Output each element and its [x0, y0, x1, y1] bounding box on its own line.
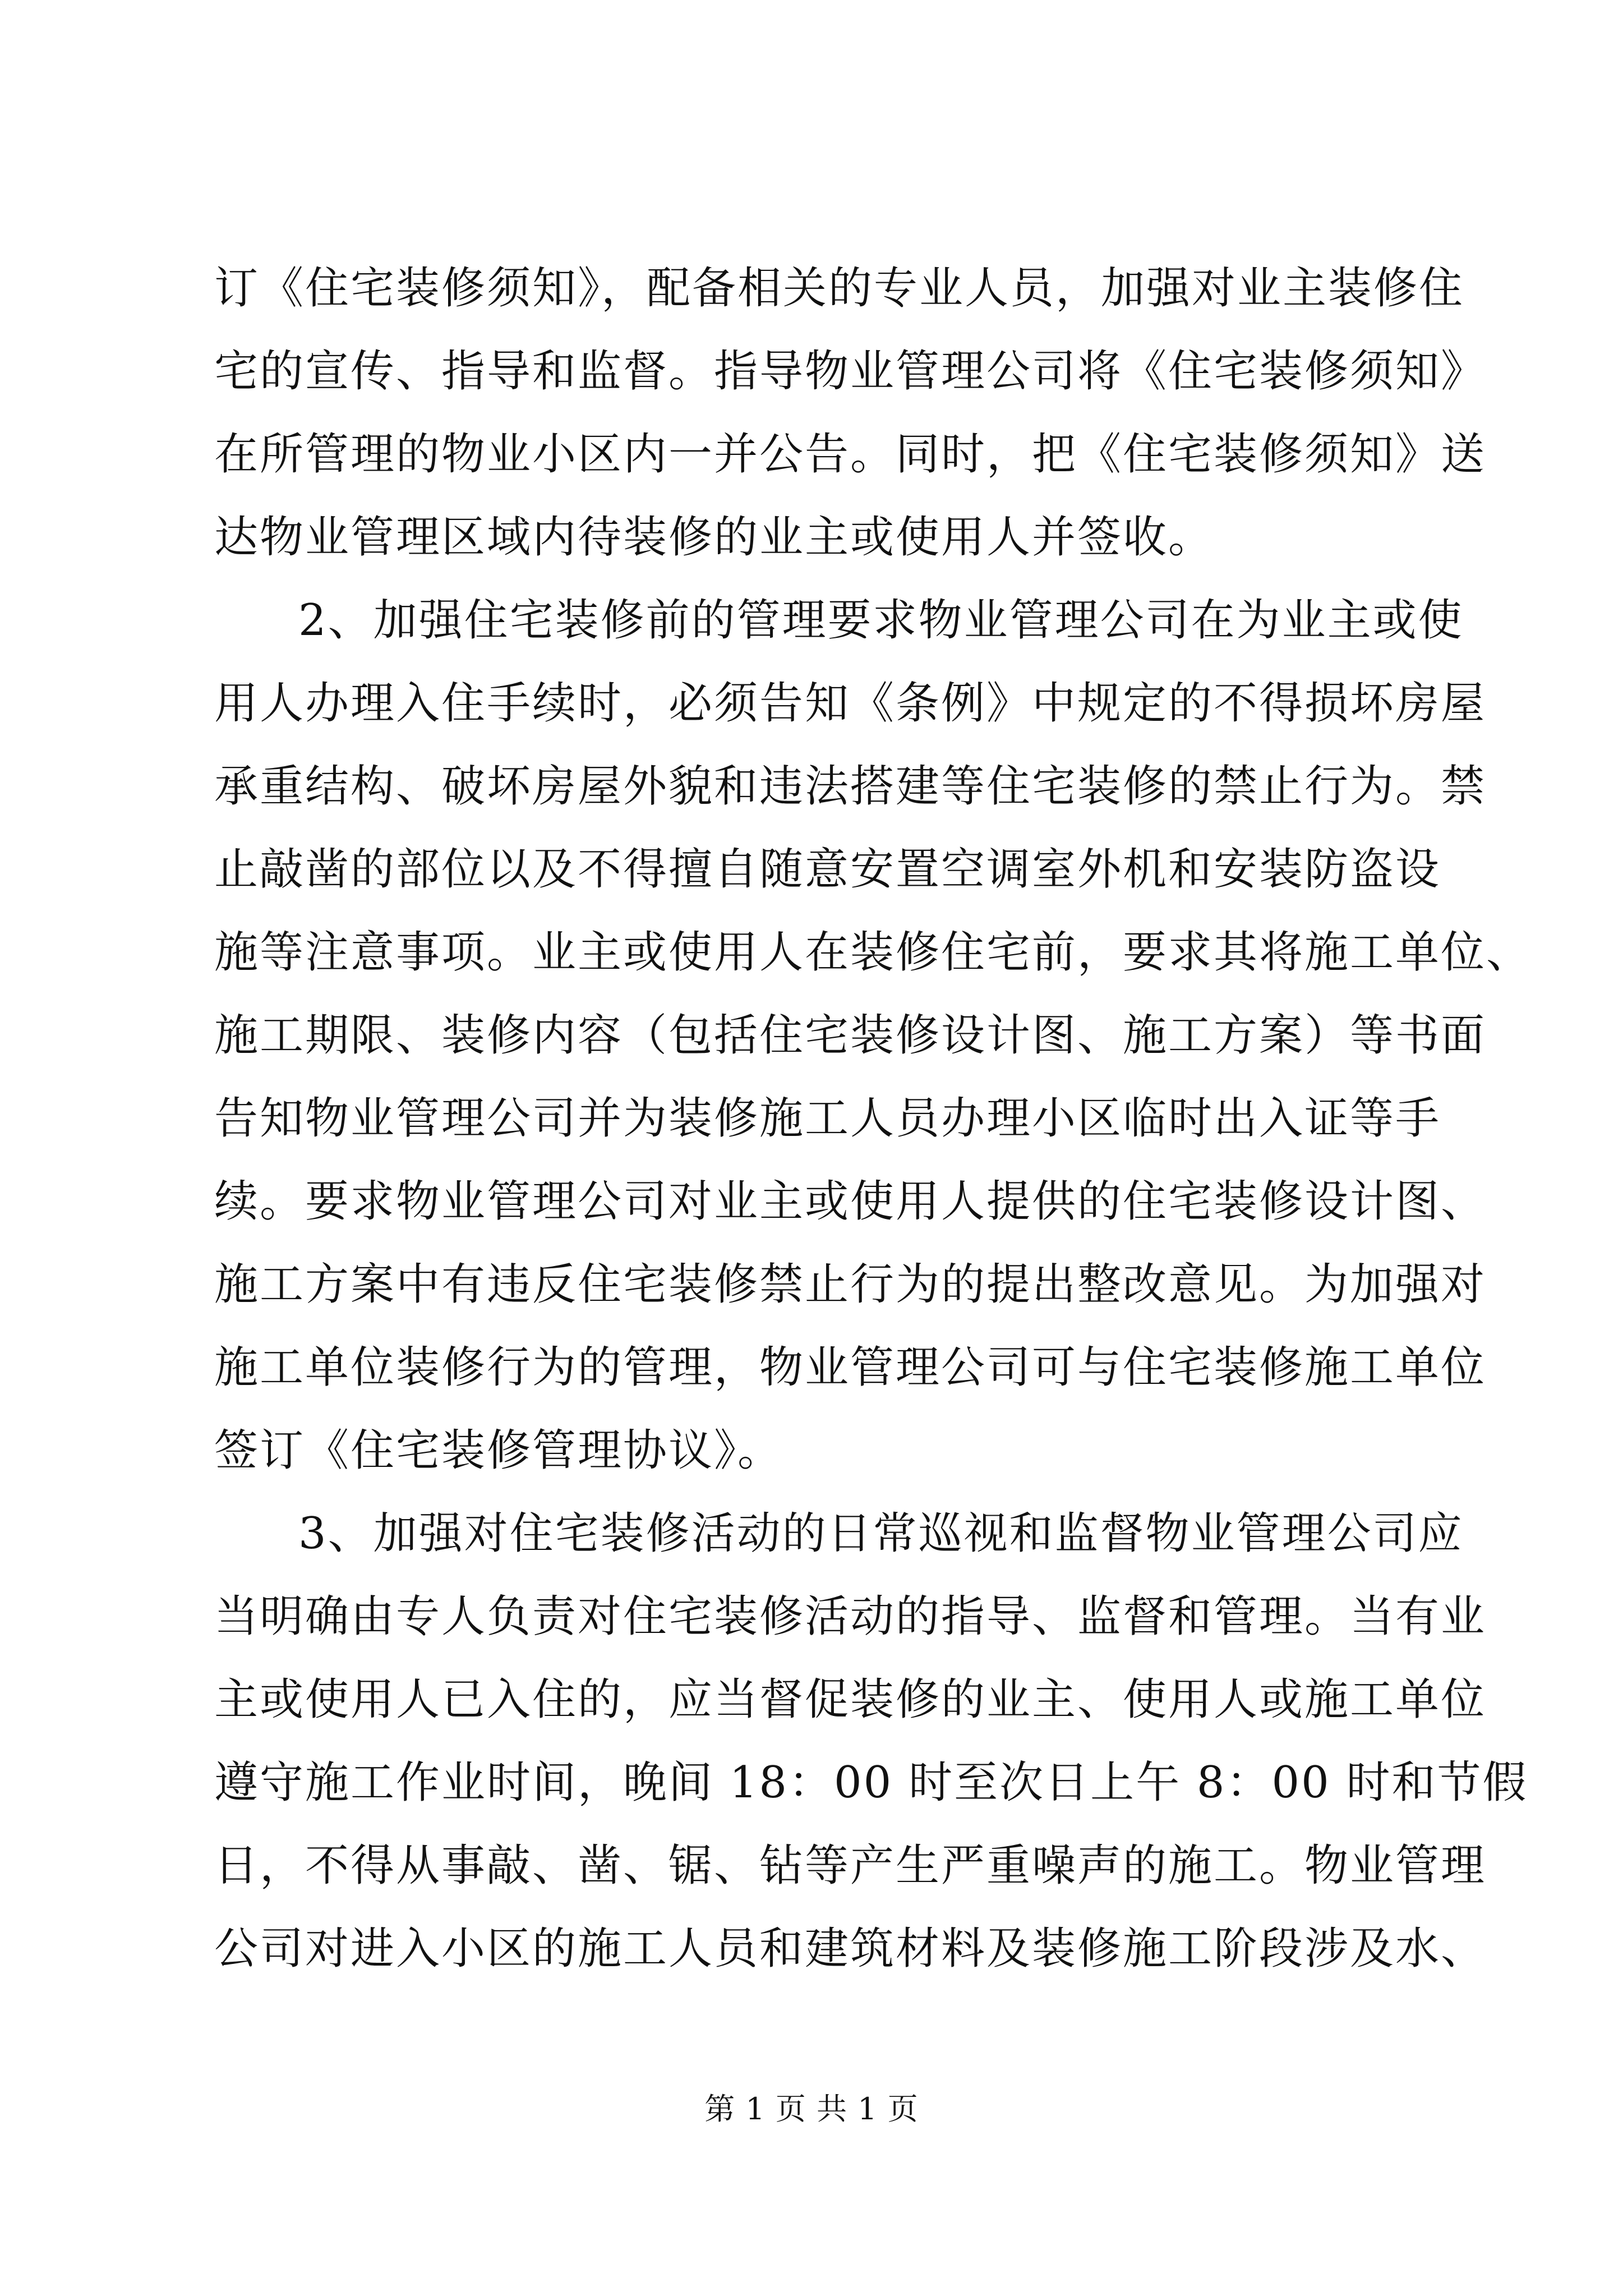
text-line: 宅的宣传、指导和监督。指导物业管理公司将《住宅装修须知》 [214, 346, 1487, 397]
text-line: 承重结构、破坏房屋外貌和违法搭建等住宅装修的禁止行为。禁 [214, 761, 1487, 812]
text-line: 订《住宅装修须知》，配备相关的专业人员，加强对业主装修住 [214, 263, 1465, 314]
text-line: 施工方案中有违反住宅装修禁止行为的提出整改意见。为加强对 [214, 1259, 1487, 1310]
text-line: 施工单位装修行为的管理，物业管理公司可与住宅装修施工单位 [214, 1342, 1487, 1393]
text-line: 公司对进入小区的施工人员和建筑材料及装修施工阶段涉及水、 [214, 1924, 1487, 1974]
text-line: 达物业管理区域内待装修的业主或使用人并签收。 [214, 512, 1214, 563]
page-footer: 第 1 页 共 1 页 [704, 2091, 919, 2127]
text-line: 止敲凿的部位以及不得擅自随意安置空调室外机和安装防盗设 [214, 844, 1441, 895]
text-line: 3、加强对住宅装修活动的日常巡视和监督物业管理公司应 [298, 1508, 1464, 1559]
text-line: 施工期限、装修内容（包括住宅装修设计图、施工方案）等书面 [214, 1010, 1487, 1061]
text-line: 用人办理入住手续时，必须告知《条例》中规定的不得损坏房屋 [214, 678, 1487, 729]
text-line: 告知物业管理公司并为装修施工人员办理小区临时出入证等手 [214, 1093, 1441, 1144]
text-line: 签订《住宅装修管理协议》。 [214, 1425, 783, 1476]
text-line: 当明确由专人负责对住宅装修活动的指导、监督和管理。当有业 [214, 1591, 1487, 1642]
text-line: 日，不得从事敲、凿、锯、钻等产生严重噪声的施工。物业管理 [214, 1841, 1487, 1891]
text-line: 续。要求物业管理公司对业主或使用人提供的住宅装修设计图、 [214, 1176, 1487, 1227]
text-line: 在所管理的物业小区内一并公告。同时，把《住宅装修须知》送 [214, 429, 1487, 480]
text-line: 2、加强住宅装修前的管理要求物业管理公司在为业主或使 [298, 595, 1464, 646]
text-line: 施等注意事项。业主或使用人在装修住宅前，要求其将施工单位、 [214, 927, 1532, 978]
text-line: 遵守施工作业时间，晚间 18：00 时至次日上午 8：00 时和节假 [214, 1757, 1528, 1808]
document-body [214, 247, 1532, 1990]
text-line: 主或使用人已入住的，应当督促装修的业主、使用人或施工单位 [214, 1674, 1487, 1725]
